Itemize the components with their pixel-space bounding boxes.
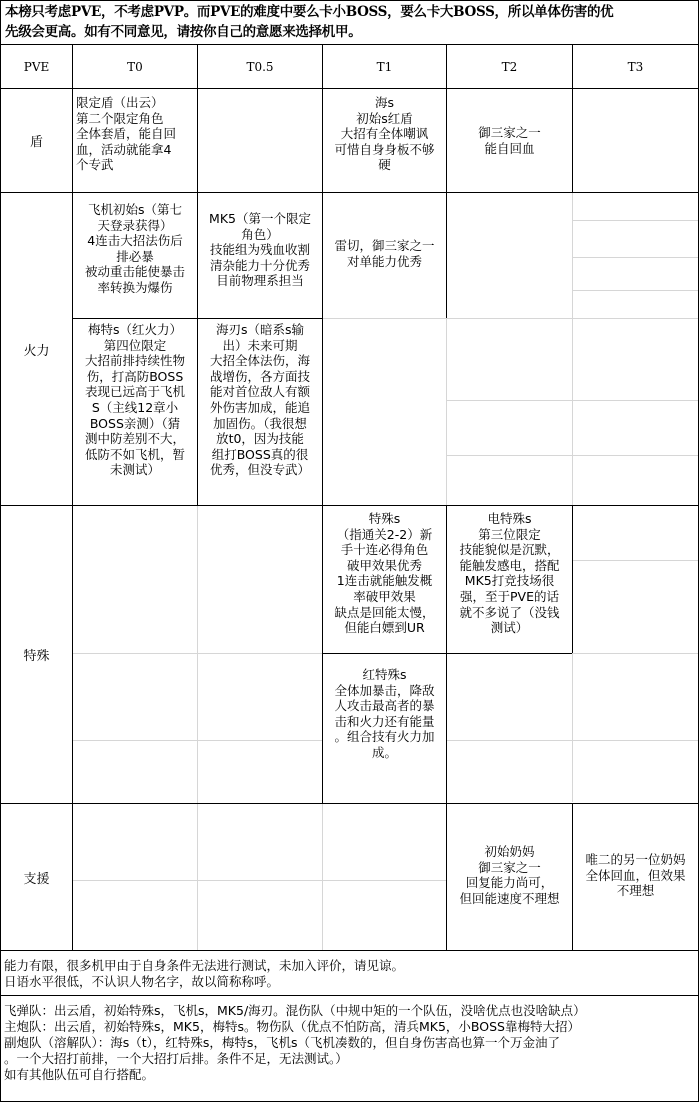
cell-line: 限定盾（出云） <box>76 95 164 110</box>
cell-firepower-t1-a <box>323 238 446 278</box>
cell-line: 被动重击能使暴击 <box>84 264 185 280</box>
cell-firepower-t0-5-b <box>198 322 322 505</box>
cell-line: 成。 <box>371 744 397 760</box>
cell-special-t1-b <box>323 667 446 803</box>
cell-line: 回复能力尚可， <box>465 875 554 891</box>
cell-line: 第三位限定 <box>478 526 541 542</box>
team-line-1: 飞弹队：出云盾，初始特殊s，飞机s，MK5/海刃。混伤队（中规中矩的一个队伍，没啥优点也没啥缺点） <box>4 1003 586 1018</box>
cell-line: 天登录获得） <box>97 217 173 233</box>
note-line-2: 日语水平很低，不认识人物名字，故以简称称呼。 <box>4 974 280 989</box>
cell-line: 大招全体法伤，海 <box>209 353 310 369</box>
intro-line-1: 本榜只考虑PVE，不考虑PVP。而PVE的难度中要么卡小BOSS，要么卡大BOSS，所以单体伤害的优 <box>5 4 614 20</box>
cell-line: 海刃s（暗系s输 <box>215 322 305 337</box>
cell-line: 出）未来可期 <box>222 337 298 353</box>
row-label-special: 特殊 <box>23 649 50 664</box>
cell-line: 战增伤，各方面技 <box>209 368 310 384</box>
team-line-2: 主炮队：出云盾，初始特殊s，MK5，梅特s。物伤队（优点不怕防高，清兵MK5，小BOSS靠梅特大招） <box>4 1019 580 1034</box>
cell-line: 电特殊s <box>487 511 532 526</box>
cell-special-t2-a <box>447 511 572 653</box>
cell-line: BOSS亲测）（猜 <box>89 415 181 431</box>
cell-line: 优秀，但没专武） <box>209 462 310 478</box>
cell-line: 御三家之一 <box>478 125 541 140</box>
cell-line: 但回能速度不理想 <box>459 890 560 906</box>
cell-line: 加固伤。（我很想 <box>213 415 307 431</box>
cell-line: 清杂能力十分优秀 <box>209 257 310 273</box>
cell-line: 率破甲效果 <box>353 588 416 604</box>
cell-line: 放t0，因为技能 <box>216 431 304 447</box>
cell-shield-t1 <box>323 95 446 192</box>
cell-line: 第二个限定角色 <box>76 110 164 126</box>
cell-line: 能对首位敌人有额 <box>209 384 310 400</box>
cell-line: 全体加暴击，降敌 <box>334 682 435 698</box>
cell-line: 唯二的另一位奶妈 <box>585 852 686 867</box>
header-t3: T3 <box>627 59 644 74</box>
header-t0-5: T0.5 <box>246 59 274 74</box>
header-pve: PVE <box>23 59 50 74</box>
cell-line: 1连击就能触发概 <box>336 573 433 589</box>
cell-firepower-t0-5-a <box>198 211 322 318</box>
row-label-shield: 盾 <box>29 135 43 150</box>
cell-line: 第四位限定 <box>103 337 167 353</box>
row-label-support: 支援 <box>23 871 50 887</box>
cell-line: 率转换为爆伤 <box>97 279 173 295</box>
team-line-5: 如有其他队伍可自行搭配。 <box>4 1067 155 1082</box>
cell-line: 测试） <box>490 620 529 636</box>
cell-line: 缺点是回能太慢， <box>334 604 435 620</box>
cell-line: （指通关2-2）新 <box>336 526 433 542</box>
cell-line: 4连击大招法伤后 <box>87 233 183 249</box>
cell-line: 伤，打高防BOSS <box>86 368 184 384</box>
cell-line: 大招前排持续性物 <box>84 353 185 369</box>
cell-line: 全体回血，但效果 <box>585 867 686 883</box>
cell-shield-t0 <box>73 95 197 192</box>
cell-line: MK5（第一个限定 <box>209 211 311 226</box>
cell-line: 排必暴 <box>116 248 154 264</box>
intro-line-2: 先级会更高。如有不同意见，请按你自己的意愿来选择机甲。 <box>5 24 362 40</box>
cell-support-t2 <box>447 844 572 924</box>
cell-line: 对单能力优秀 <box>346 253 422 269</box>
cell-line: 技能组为残血收割 <box>209 242 310 258</box>
cell-firepower-t0-a <box>73 202 197 318</box>
cell-line: 技能貌似是沉默， <box>459 542 560 558</box>
cell-line: 表现已远高于飞机 <box>84 384 185 400</box>
cell-line: 硬 <box>378 157 391 173</box>
intro-text <box>2 2 697 44</box>
cell-line: 就不多说了（没钱 <box>459 604 560 620</box>
cell-support-t3 <box>573 852 698 912</box>
cell-line: 人攻击最高者的暴 <box>334 698 435 714</box>
cell-line: S（主线12章小 <box>91 399 179 415</box>
cell-line: 海s <box>374 95 394 110</box>
team-suggestions <box>1 1003 698 1100</box>
row-label-firepower: 火力 <box>23 343 50 359</box>
cell-line: 飞机初始s（第七 <box>87 202 182 217</box>
cell-line: 击和火力还有能量 <box>334 713 435 729</box>
cell-special-t1-a <box>323 511 446 653</box>
team-line-3: 副炮队（溶解队）：海s（t），红特殊s，梅特s，飞机s（飞机凑数的，但自身伤害高也算一个万金油了 <box>4 1035 560 1050</box>
cell-line: 御三家之一 <box>478 859 541 875</box>
cell-line: 低防不如飞机，暂 <box>84 446 185 462</box>
header-t2: T2 <box>501 59 518 74</box>
cell-line: 特殊s <box>368 511 401 526</box>
note-line-1: 能力有限，很多机甲由于自身条件无法进行测试，未加入评价，请见谅。 <box>4 958 405 973</box>
cell-line: 初始s红盾 <box>356 110 413 126</box>
cell-line: 个专武 <box>76 157 114 173</box>
cell-line: 红特殊s <box>362 667 407 682</box>
cell-line: 不理想 <box>616 883 655 899</box>
cell-line: 。组合技有火力加 <box>334 729 435 745</box>
cell-line: 外伤害加成，能追 <box>209 399 310 415</box>
cell-line: 初始奶妈 <box>484 844 535 859</box>
cell-line: 但能白嫖到UR <box>344 620 425 636</box>
cell-line: 未测试） <box>109 462 160 478</box>
cell-line: 测中防差别不大， <box>84 431 185 447</box>
cell-line: 能触发感电，搭配 <box>459 557 560 573</box>
cell-line: 梅特s（红火力） <box>87 322 182 337</box>
cell-line: 大招有全体嘲讽 <box>340 126 429 142</box>
cell-line: 破甲效果优秀 <box>346 557 422 573</box>
header-t1: T1 <box>376 59 393 74</box>
cell-shield-t2 <box>447 125 572 185</box>
cell-line: 组打BOSS真的很 <box>211 446 309 462</box>
team-line-4: 。一个大招打前排，一个大招打后排。条件不足，无法测试。） <box>4 1051 348 1066</box>
cell-line: MK5打竞技场很 <box>464 573 555 589</box>
cell-line: 目前物理系担当 <box>216 273 304 289</box>
note-limitations <box>1 958 698 994</box>
cell-line: 血，活动就能拿4 <box>76 141 172 157</box>
cell-line: 手十连必得角色 <box>340 542 429 558</box>
cell-line: 能自回血 <box>484 140 535 156</box>
cell-firepower-t0-b <box>73 322 197 505</box>
cell-line: 雷切，御三家之一 <box>334 238 435 253</box>
cell-line: 全体套盾，能自回 <box>76 126 177 142</box>
cell-line: 可惜自身身板不够 <box>334 141 435 157</box>
cell-line: 角色） <box>241 226 279 242</box>
cell-line: 强，至于PVE的话 <box>460 588 559 604</box>
header-t0: T0 <box>127 59 143 74</box>
